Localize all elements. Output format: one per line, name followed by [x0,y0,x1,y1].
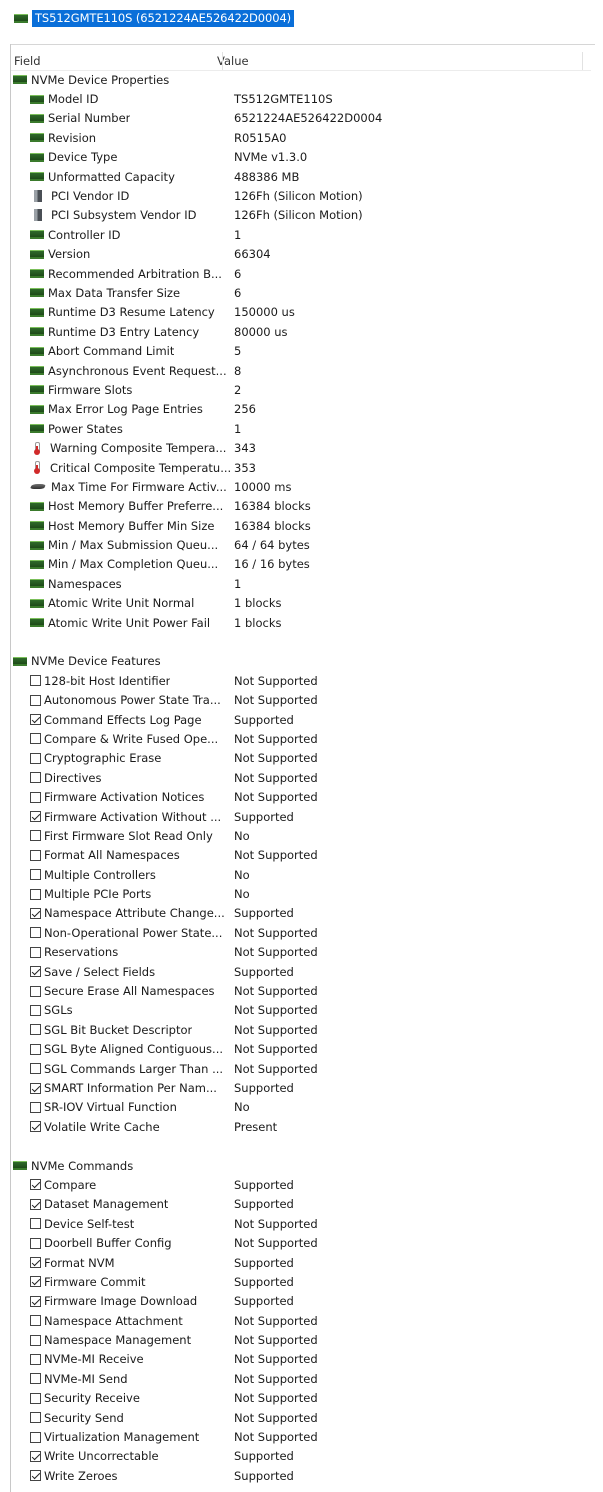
list-item[interactable] [11,1253,601,1272]
field-value: Not Supported [234,1061,318,1076]
nvme-chip-icon [30,133,44,142]
field-label: SGL Commands Larger Than ... [44,1061,224,1076]
field-value: 8 [234,363,242,378]
field-label: Compare & Write Fused Ope... [44,731,219,746]
unchecked-checkbox-icon [30,1432,41,1443]
list-item[interactable] [11,594,601,613]
checked-checkbox-icon [30,1083,41,1094]
field-value: Not Supported [234,1022,318,1037]
field-label: SGL Byte Aligned Contiguous... [44,1042,224,1057]
unchecked-checkbox-icon [30,869,41,880]
unchecked-checkbox-icon [30,927,41,938]
list-item[interactable] [11,1078,601,1097]
unchecked-checkbox-icon [30,1044,41,1055]
field-value: Not Supported [234,925,318,940]
field-value: Supported [234,906,294,921]
field-value: Supported [234,1081,294,1095]
list-item[interactable] [11,1369,601,1388]
nvme-chip-icon [13,1161,27,1170]
field-value: 10000 ms [234,479,292,494]
unchecked-checkbox-icon [30,792,41,803]
field-label: Model ID [48,92,99,107]
tree-item-label[interactable]: TS512GMTE110S (6521224AE526422D0004) [32,10,294,27]
field-value: 64 / 64 bytes [234,538,310,553]
unchecked-checkbox-icon [30,1024,41,1035]
field-label: Dataset Management [44,1197,169,1212]
field-value: Supported [234,1197,294,1212]
field-label: NVMe-MI Receive [44,1352,144,1367]
unchecked-checkbox-icon [30,1393,41,1404]
field-label: Firmware Image Download [44,1294,198,1309]
field-value: 6 [234,266,242,281]
nvme-chip-icon [30,424,44,433]
pci-card-icon [34,209,42,221]
list-item[interactable] [11,1117,601,1136]
field-label: Firmware Slots [48,382,133,397]
tree-item-device[interactable] [14,9,294,27]
field-value: 16 / 16 bytes [234,557,310,572]
list-item[interactable] [11,1408,601,1427]
field-label: Firmware Activation Without ... [44,809,222,824]
field-value: 1 [234,576,242,591]
section-header[interactable] [11,70,601,89]
field-value: No [234,887,250,902]
field-label: Command Effects Log Page [44,712,202,727]
list-item[interactable] [11,1350,601,1369]
list-item[interactable] [11,768,601,787]
field-value: Supported [234,1449,294,1464]
list-item[interactable] [11,516,601,535]
field-label: SMART Information Per Nam... [44,1081,217,1095]
list-item[interactable] [11,574,601,593]
list-item[interactable] [11,497,601,516]
field-value: 6 [234,285,242,300]
checked-checkbox-icon [30,1296,41,1307]
field-label: Asynchronous Event Request... [48,363,227,378]
nvme-chip-icon [30,541,44,550]
field-label: Critical Composite Temperatu... [50,460,232,475]
field-label: Virtualization Management [44,1430,200,1445]
list-item[interactable] [11,1389,601,1408]
section-title: NVMe Device Features [31,654,161,669]
section-spacer [11,632,601,651]
list-item[interactable] [11,826,601,845]
field-label: Device Type [48,150,118,165]
field-value: Not Supported [234,1236,318,1251]
field-label: Firmware Commit [44,1274,146,1289]
list-item[interactable] [11,458,601,477]
field-label: Host Memory Buffer Preferre... [48,499,224,514]
list-item[interactable] [11,206,601,225]
list-item[interactable] [11,671,601,690]
nvme-chip-icon [30,250,44,259]
unchecked-checkbox-icon [30,772,41,783]
field-label: SGLs [44,1003,73,1018]
list-item[interactable] [11,322,601,341]
field-value: Not Supported [234,673,318,688]
disk-icon [30,484,46,489]
unchecked-checkbox-icon [30,1005,41,1016]
list-item[interactable] [11,89,601,108]
list-item[interactable] [11,225,601,244]
field-value: 5 [234,344,242,359]
list-item[interactable] [11,1466,601,1485]
field-value: 1 blocks [234,615,282,630]
field-label: Max Time For Firmware Activ... [51,479,227,494]
field-value: Not Supported [234,1313,318,1328]
list-item[interactable] [11,1214,601,1233]
field-value: TS512GMTE110S [234,92,333,107]
field-label: Revision [48,130,97,145]
list-item[interactable] [11,1195,601,1214]
field-column-header[interactable]: Field [14,54,41,68]
section-title: NVMe Commands [31,1158,134,1173]
nvme-chip-icon [30,114,44,123]
checked-checkbox-icon [30,811,41,822]
field-value: Not Supported [234,1371,318,1386]
list-item[interactable] [11,884,601,903]
nvme-chip-icon [30,405,44,414]
field-label: NVMe-MI Send [44,1371,128,1386]
field-label: Serial Number [48,111,131,126]
nvme-chip-icon [30,95,44,104]
field-label: Namespace Management [44,1333,192,1348]
list-item[interactable] [11,128,601,147]
nvme-chip-icon [14,14,28,23]
field-label: Directives [44,770,102,785]
thermometer-icon [33,461,41,474]
field-label: PCI Vendor ID [51,189,130,204]
field-label: Volatile Write Cache [44,1119,160,1134]
nvme-chip-icon [30,579,44,588]
field-value: 126Fh (Silicon Motion) [234,189,363,204]
field-value: 16384 blocks [234,518,311,533]
field-label: Write Zeroes [44,1468,118,1483]
list-item[interactable] [11,419,601,438]
column-header [11,52,591,71]
field-value: Supported [234,1177,294,1192]
field-value: Not Supported [234,1430,318,1445]
field-value: R0515A0 [234,130,287,145]
field-label: SR-IOV Virtual Function [44,1100,177,1115]
nvme-chip-icon [30,560,44,569]
section-header[interactable] [11,652,601,671]
nvme-chip-icon [30,327,44,336]
list-item[interactable] [11,865,601,884]
field-label: Firmware Activation Notices [44,790,205,805]
field-value: No [234,1100,250,1115]
checked-checkbox-icon [30,714,41,725]
field-value: No [234,867,250,882]
list-item[interactable] [11,264,601,283]
field-label: Abort Command Limit [48,344,175,359]
field-label: Security Receive [44,1391,140,1406]
field-value: Present [234,1119,278,1134]
nvme-chip-icon [30,521,44,530]
field-label: Reservations [44,945,119,960]
unchecked-checkbox-icon [30,1354,41,1365]
field-label: Atomic Write Unit Normal [48,596,195,611]
list-item[interactable] [11,1330,601,1349]
unchecked-checkbox-icon [30,675,41,686]
nvme-chip-icon [30,385,44,394]
list-item[interactable] [11,1447,601,1466]
field-label: Max Data Transfer Size [48,285,181,300]
list-item[interactable] [11,710,601,729]
list-item[interactable] [11,438,601,457]
list-item[interactable] [11,400,601,419]
field-label: Format NVM [44,1255,115,1270]
list-item[interactable] [11,1059,601,1078]
unchecked-checkbox-icon [30,986,41,997]
nvme-chip-icon [30,366,44,375]
field-value: Not Supported [234,1216,318,1231]
checked-checkbox-icon [30,908,41,919]
field-value: 6521224AE526422D0004 [234,111,383,126]
field-label: Doorbell Buffer Config [44,1236,172,1251]
field-label: Non-Operational Power State... [44,925,223,940]
unchecked-checkbox-icon [30,830,41,841]
nvme-chip-icon [13,657,27,666]
field-value: Not Supported [234,984,318,999]
unchecked-checkbox-icon [30,1063,41,1074]
checked-checkbox-icon [30,1276,41,1287]
field-label: 128-bit Host Identifier [44,673,171,688]
value-column-header[interactable]: Value [217,54,249,68]
field-label: Controller ID [48,227,121,242]
checked-checkbox-icon [30,1199,41,1210]
field-value: Not Supported [234,1352,318,1367]
unchecked-checkbox-icon [30,889,41,900]
field-label: Multiple Controllers [44,867,156,882]
field-value: Supported [234,712,294,727]
nvme-chip-icon [30,502,44,511]
list-item[interactable] [11,555,601,574]
field-value: 1 [234,421,242,436]
field-label: Max Error Log Page Entries [48,402,203,417]
field-value: 66304 [234,247,271,262]
list-item[interactable] [11,245,601,264]
field-value: 488386 MB [234,169,300,184]
checked-checkbox-icon [30,1179,41,1190]
unchecked-checkbox-icon [30,1335,41,1346]
list-item[interactable] [11,613,601,632]
field-value: Not Supported [234,848,318,863]
field-label: Power States [48,421,123,436]
field-label: First Firmware Slot Read Only [44,828,213,843]
properties-list [11,70,601,1486]
list-item[interactable] [11,1040,601,1059]
field-value: Not Supported [234,790,318,805]
field-value: 256 [234,402,256,417]
checked-checkbox-icon [30,966,41,977]
field-label: Namespace Attachment [44,1313,183,1328]
field-label: Host Memory Buffer Min Size [48,518,215,533]
field-value: 1 [234,227,242,242]
field-value: Supported [234,1274,294,1289]
unchecked-checkbox-icon [30,1412,41,1423]
unchecked-checkbox-icon [30,1218,41,1229]
device-tree [0,0,603,40]
field-label: Compare [44,1177,97,1192]
field-value: Not Supported [234,693,318,708]
list-item[interactable] [11,807,601,826]
list-item[interactable] [11,186,601,205]
list-item[interactable] [11,729,601,748]
checked-checkbox-icon [30,1451,41,1462]
field-label: Version [48,247,91,262]
list-item[interactable] [11,380,601,399]
field-label: Namespaces [48,576,122,591]
field-value: 16384 blocks [234,499,311,514]
list-item[interactable] [11,1427,601,1446]
nvme-chip-icon [30,153,44,162]
field-value: NVMe v1.3.0 [234,150,308,165]
field-value: Not Supported [234,731,318,746]
field-value: No [234,828,250,843]
list-item[interactable] [11,1001,601,1020]
field-label: Cryptographic Erase [44,751,162,766]
thermometer-icon [33,442,41,455]
nvme-chip-icon [13,75,27,84]
nvme-chip-icon [30,230,44,239]
field-label: SGL Bit Bucket Descriptor [44,1022,193,1037]
list-item[interactable] [11,1292,601,1311]
field-value: 126Fh (Silicon Motion) [234,208,363,223]
field-value: 343 [234,441,256,456]
list-item[interactable] [11,691,601,710]
field-label: Warning Composite Tempera... [50,441,227,456]
field-label: Min / Max Submission Queu... [48,538,219,553]
field-label: Multiple PCIe Ports [44,887,152,902]
list-item[interactable] [11,283,601,302]
column-divider[interactable] [582,52,583,70]
list-item[interactable] [11,148,601,167]
nvme-chip-icon [30,599,44,608]
list-item[interactable] [11,1020,601,1039]
nvme-chip-icon [30,347,44,356]
field-label: Format All Namespaces [44,848,180,863]
field-value: Not Supported [234,1042,318,1057]
list-item[interactable] [11,1233,601,1252]
field-value: 150000 us [234,305,295,320]
field-value: Supported [234,809,294,824]
unchecked-checkbox-icon [30,947,41,958]
nvme-chip-icon [30,618,44,627]
field-value: Not Supported [234,751,318,766]
field-value: Not Supported [234,1391,318,1406]
nvme-chip-icon [30,308,44,317]
list-item[interactable] [11,535,601,554]
field-label: Runtime D3 Resume Latency [48,305,215,320]
unchecked-checkbox-icon [30,695,41,706]
field-label: Security Send [44,1410,124,1425]
column-divider[interactable] [222,52,223,70]
list-item[interactable] [11,341,601,360]
list-item[interactable] [11,303,601,322]
field-label: Autonomous Power State Tra... [44,693,221,708]
splitter[interactable] [10,44,595,45]
list-item[interactable] [11,477,601,496]
field-label: PCI Subsystem Vendor ID [51,208,197,223]
field-label: Namespace Attribute Change... [44,906,225,921]
checked-checkbox-icon [30,1121,41,1132]
list-item[interactable] [11,962,601,981]
list-item[interactable] [11,1311,601,1330]
section-spacer [11,1136,601,1155]
nvme-chip-icon [30,288,44,297]
list-item[interactable] [11,109,601,128]
list-item[interactable] [11,981,601,1000]
field-value: Not Supported [234,945,318,960]
field-value: 80000 us [234,324,288,339]
list-item[interactable] [11,749,601,768]
section-header[interactable] [11,1156,601,1175]
unchecked-checkbox-icon [30,1102,41,1113]
field-label: Secure Erase All Namespaces [44,984,215,999]
field-value: Supported [234,964,294,979]
field-label: Write Uncorrectable [44,1449,159,1464]
list-item[interactable] [11,1098,601,1117]
section-title: NVMe Device Properties [31,72,170,87]
field-value: Not Supported [234,1333,318,1348]
unchecked-checkbox-icon [30,1238,41,1249]
field-label: Unformatted Capacity [48,169,175,184]
pci-card-icon [34,190,42,202]
list-item[interactable] [11,167,601,186]
list-item[interactable] [11,1272,601,1291]
field-label: Device Self-test [44,1216,135,1231]
list-item[interactable] [11,361,601,380]
field-label: Recommended Arbitration B... [48,266,222,281]
list-item[interactable] [11,787,601,806]
checked-checkbox-icon [30,1257,41,1268]
field-value: Not Supported [234,1410,318,1425]
field-label: Runtime D3 Entry Latency [48,324,200,339]
field-value: 353 [234,460,256,475]
field-value: Supported [234,1468,294,1483]
field-label: Save / Select Fields [44,964,156,979]
field-value: Not Supported [234,770,318,785]
unchecked-checkbox-icon [30,1373,41,1384]
field-label: Min / Max Completion Queu... [48,557,219,572]
list-item[interactable] [11,1175,601,1194]
field-value: Supported [234,1294,294,1309]
nvme-chip-icon [30,269,44,278]
unchecked-checkbox-icon [30,1315,41,1326]
nvme-chip-icon [30,172,44,181]
unchecked-checkbox-icon [30,733,41,744]
checked-checkbox-icon [30,1470,41,1481]
unchecked-checkbox-icon [30,753,41,764]
list-item[interactable] [11,943,601,962]
field-value: 2 [234,382,242,397]
list-item[interactable] [11,904,601,923]
field-value: Not Supported [234,1003,318,1018]
field-value: Supported [234,1255,294,1270]
list-item[interactable] [11,923,601,942]
unchecked-checkbox-icon [30,850,41,861]
field-label: Atomic Write Unit Power Fail [48,615,211,630]
list-item[interactable] [11,846,601,865]
field-value: 1 blocks [234,596,282,611]
